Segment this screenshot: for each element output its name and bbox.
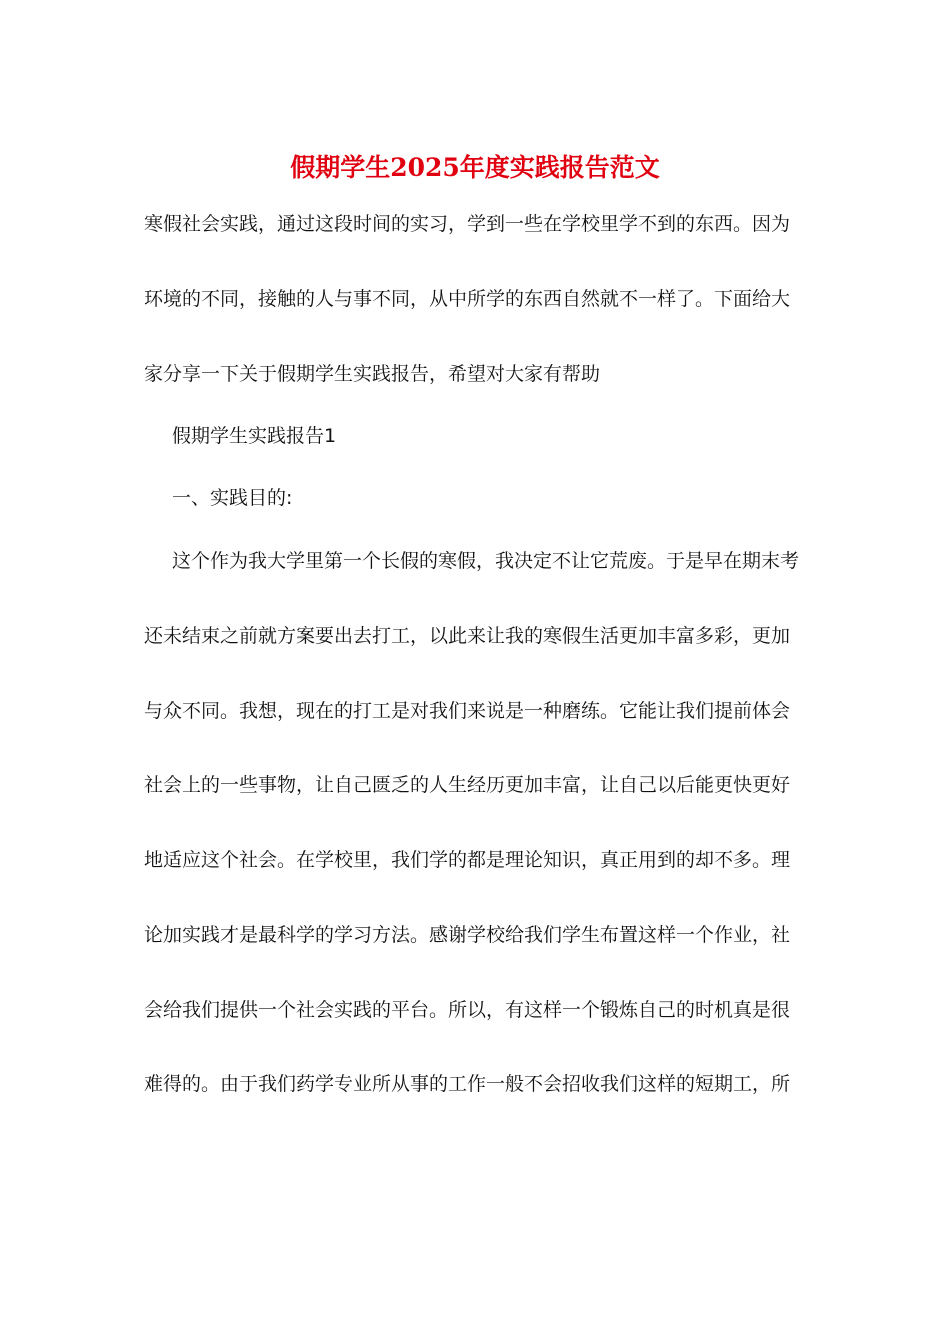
paragraph-line: 与众不同。我想，现在的打工是对我们来说是一种磨练。它能让我们提前体会 bbox=[144, 700, 791, 722]
document-title: 假期学生2025年度实践报告范文 bbox=[290, 153, 660, 182]
subsection-heading: 一、实践目的: bbox=[172, 487, 293, 509]
paragraph-line: 寒假社会实践，通过这段时间的实习，学到一些在学校里学不到的东西。因为 bbox=[144, 213, 791, 235]
paragraph-line: 还未结束之前就方案要出去打工，以此来让我的寒假生活更加丰富多彩，更加 bbox=[144, 625, 791, 647]
paragraph-line: 会给我们提供一个社会实践的平台。所以，有这样一个锻炼自己的时机真是很 bbox=[144, 999, 791, 1021]
section-heading: 假期学生实践报告1 bbox=[172, 425, 337, 447]
paragraph-line: 家分享一下关于假期学生实践报告，希望对大家有帮助 bbox=[144, 363, 601, 385]
paragraph-line: 这个作为我大学里第一个长假的寒假，我决定不让它荒废。于是早在期末考 bbox=[172, 550, 800, 572]
paragraph-line: 社会上的一些事物，让自己匮乏的人生经历更加丰富，让自己以后能更快更好 bbox=[144, 774, 791, 796]
paragraph-line: 难得的。由于我们药学专业所从事的工作一般不会招收我们这样的短期工，所 bbox=[144, 1073, 791, 1095]
paragraph-line: 论加实践才是最科学的学习方法。感谢学校给我们学生布置这样一个作业，社 bbox=[144, 924, 791, 946]
paragraph-line: 地适应这个社会。在学校里，我们学的都是理论知识，真正用到的却不多。理 bbox=[144, 849, 791, 871]
paragraph-line: 环境的不同，接触的人与事不同，从中所学的东西自然就不一样了。下面给大 bbox=[144, 288, 791, 310]
